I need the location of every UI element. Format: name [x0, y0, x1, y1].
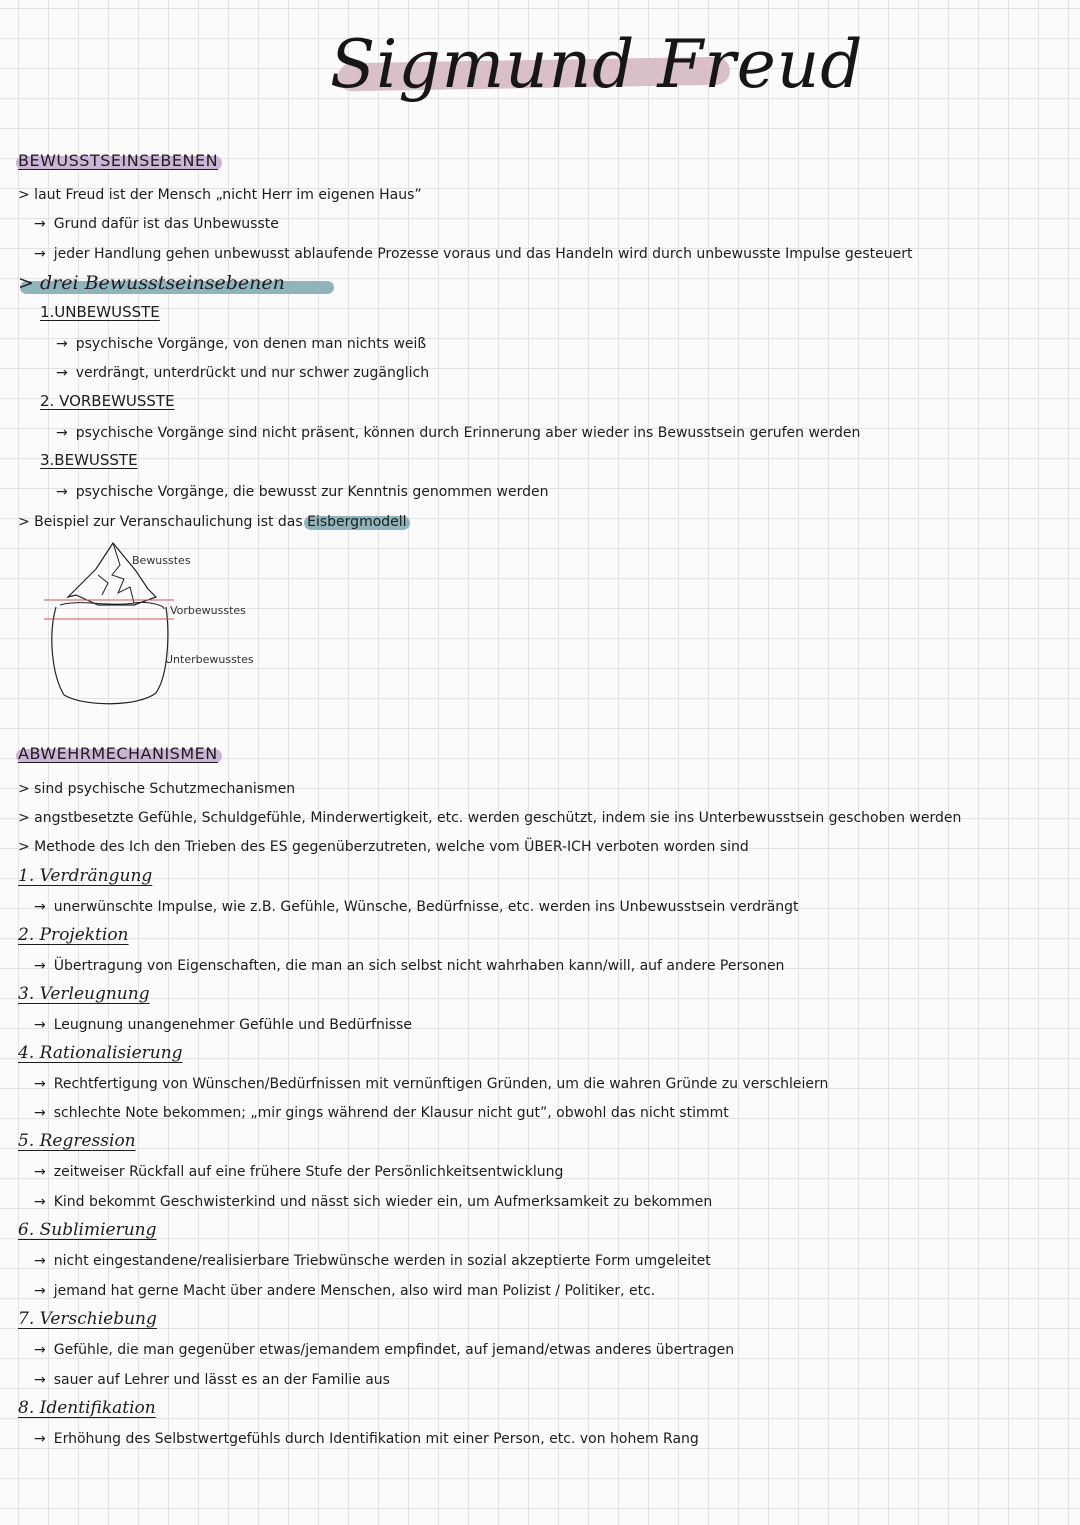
section-heading-bewusstseinsebenen: BEWUSSTSEINSEBENEN — [18, 151, 218, 171]
mechanism-title: 3. Verleugnung — [18, 984, 150, 1004]
bullet-line: → psychische Vorgänge, von denen man nichts weiß — [56, 336, 427, 352]
bullet-line: → psychische Vorgänge sind nicht präsent, können durch Erinnerung aber wieder ins Bewusstsein gerufen werden — [56, 425, 861, 441]
mechanism-title: 5. Regression — [18, 1131, 136, 1151]
mechanism-title: 8. Identifikation — [18, 1398, 156, 1418]
mechanism-title: 4. Rationalisierung — [18, 1043, 183, 1063]
arrow-icon: → — [34, 246, 46, 262]
arrow-icon: → — [34, 1017, 46, 1033]
arrow-icon: → — [34, 1342, 46, 1358]
bullet-line: → nicht eingestandene/realisierbare Triebwünsche werden in sozial akzeptierte Form umgeleitet — [34, 1253, 711, 1269]
arrow-icon: → — [56, 484, 68, 500]
arrow-icon: → — [34, 1253, 46, 1269]
arrow-icon: → — [34, 899, 46, 915]
bullet-line: → psychische Vorgänge, die bewusst zur Kenntnis genommen werden — [56, 484, 549, 500]
page-title: Sigmund Freud — [330, 26, 864, 103]
mechanism-title: 6. Sublimierung — [18, 1220, 157, 1240]
arrow-icon: → — [34, 216, 46, 232]
arrow-icon: → — [34, 1372, 46, 1388]
bullet-line: → Übertragung von Eigenschaften, die man an sich selbst nicht wahrhaben kann/will, auf andere Personen — [34, 958, 785, 974]
bullet-line: → Gefühle, die man gegenüber etwas/jemandem empfindet, auf jemand/etwas anderes übertragen — [34, 1342, 735, 1358]
arrow-icon: → — [34, 1283, 46, 1299]
arrow-icon: → — [34, 1164, 46, 1180]
arrow-icon: → — [34, 1076, 46, 1092]
mechanism-title: 2. Projektion — [18, 925, 129, 945]
bullet-line: → zeitweiser Rückfall auf eine frühere Stufe der Persönlichkeitsentwicklung — [34, 1164, 564, 1180]
mechanism-title: 1. Verdrängung — [18, 866, 153, 886]
arrow-icon: → — [56, 365, 68, 381]
bullet-line: → Grund dafür ist das Unbewusste — [34, 216, 279, 232]
bullet-line: → Rechtfertigung von Wünschen/Bedürfnissen mit vernünftigen Gründen, um die wahren Gründe zu verschleiern — [34, 1076, 829, 1092]
section-heading-abwehrmechanismen: ABWEHRMECHANISMEN — [18, 744, 218, 764]
bullet-line: → jeder Handlung gehen unbewusst ablaufende Prozesse voraus und das Handeln wird durch unbewusste Impulse gesteuert — [34, 246, 913, 262]
bullet-line: → Leugnung unangenehmer Gefühle und Bedürfnisse — [34, 1017, 412, 1033]
intro-line: > Methode des Ich den Trieben des ES gegenüberzutreten, welche vom ÜBER-ICH verboten worden sind — [18, 839, 749, 855]
arrow-icon: → — [34, 1194, 46, 1210]
level-label-unbewusste: 1.UNBEWUSSTE — [40, 303, 160, 321]
intro-line: > angstbesetzte Gefühle, Schuldgefühle, Minderwertigkeit, etc. werden geschützt, indem sie ins Unterbewusstsein geschoben werden — [18, 810, 962, 826]
arrow-icon: → — [34, 958, 46, 974]
example-line: > Beispiel zur Veranschaulichung ist das Eisbergmodell — [18, 514, 407, 530]
level-label-vorbewusste: 2. VORBEWUSSTE — [40, 392, 175, 410]
bullet-line: → schlechte Note bekommen; „mir gings während der Klausur nicht gut”, obwohl das nicht stimmt — [34, 1105, 729, 1121]
arrow-icon: → — [56, 336, 68, 352]
intro-line: > sind psychische Schutzmechanismen — [18, 781, 296, 797]
bullet-line: → sauer auf Lehrer und lässt es an der Familie aus — [34, 1372, 390, 1388]
bullet-line: → unerwünschte Impulse, wie z.B. Gefühle, Wünsche, Bedürfnisse, etc. werden ins Unbewusstsein verdrängt — [34, 899, 799, 915]
bullet-line: → verdrängt, unterdrückt und nur schwer zugänglich — [56, 365, 430, 381]
title-block — [330, 14, 864, 144]
arrow-icon: → — [56, 425, 68, 441]
iceberg-label-unterbewusstes: Unterbewusstes — [165, 653, 254, 666]
bullet-line: → Kind bekommt Geschwisterkind und nässt sich wieder ein, um Aufmerksamkeit zu bekommen — [34, 1194, 713, 1210]
arrow-icon: → — [34, 1105, 46, 1121]
intro-line: > laut Freud ist der Mensch „nicht Herr im eigenen Haus” — [18, 187, 422, 203]
bullet-line: → jemand hat gerne Macht über andere Menschen, also wird man Polizist / Politiker, etc. — [34, 1283, 656, 1299]
bullet-line: → Erhöhung des Selbstwertgefühls durch Identifikation mit einer Person, etc. von hohem Rang — [34, 1431, 699, 1447]
eisbergmodell-term: Eisbergmodell — [307, 514, 407, 530]
iceberg-label-bewusstes: Bewusstes — [132, 554, 191, 567]
iceberg-label-vorbewusstes: Vorbewusstes — [170, 604, 246, 617]
level-label-bewusste: 3.BEWUSSTE — [40, 451, 138, 469]
mechanism-title: 7. Verschiebung — [18, 1309, 157, 1329]
subheading-drei-bewusstseinsebenen: > drei Bewusstseinsebenen — [18, 272, 285, 294]
arrow-icon: → — [34, 1431, 46, 1447]
